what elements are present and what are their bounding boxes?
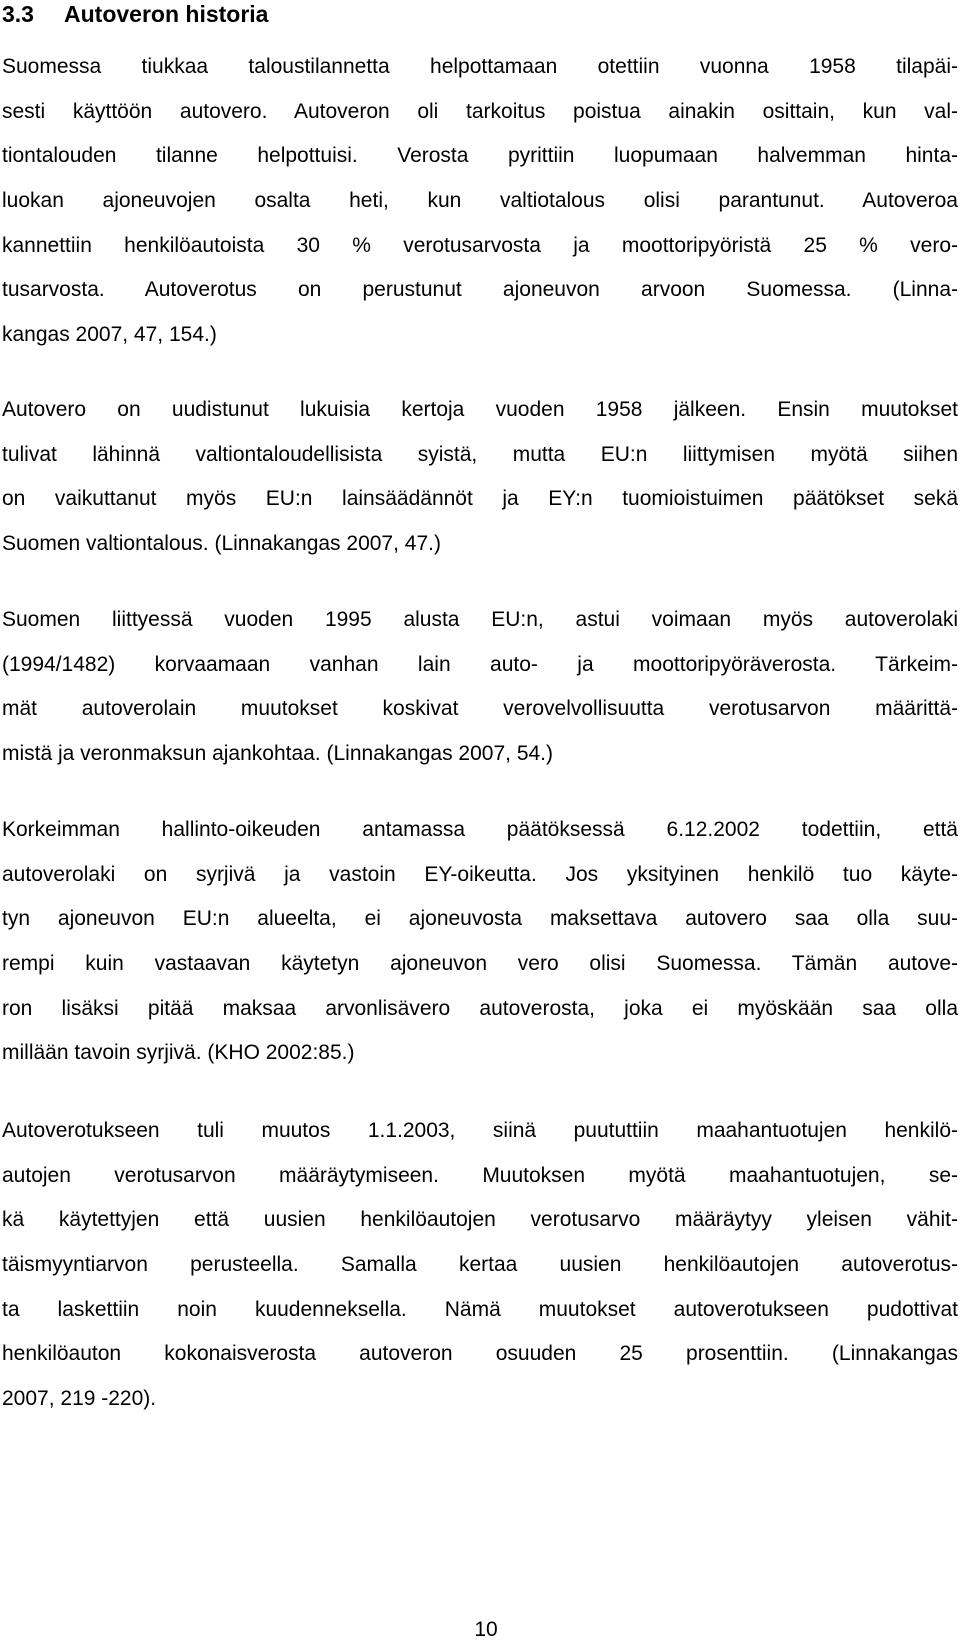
text-line: on vaikuttanut myös EU:n lainsäädännöt ja EY:n tuomioistuimen päätökset sekä: [2, 487, 958, 511]
section-number: 3.3: [2, 1, 34, 27]
text-line: rempi kuin vastaavan käytetyn ajoneuvon vero olisi Suomessa. Tämän autove-: [2, 952, 958, 976]
text-line: henkilöauton kokonaisverosta autoveron osuuden 25 prosenttiin. (Linnakangas: [2, 1342, 958, 1366]
text-line: tyn ajoneuvon EU:n alueelta, ei ajoneuvosta maksettava autovero saa olla suu-: [2, 907, 958, 931]
text-line: täismyyntiarvon perusteella. Samalla kertaa uusien henkilöautojen autoverotus-: [2, 1253, 958, 1277]
text-line: (1994/1482) korvaamaan vanhan lain auto- ja moottoripyöräverosta. Tärkeim-: [2, 652, 958, 676]
text-line: autojen verotusarvon määräytymiseen. Muutoksen myötä maahantuotujen, se-: [2, 1163, 958, 1187]
text-line: tulivat lähinnä valtiontaloudellisista syistä, mutta EU:n liittymisen myötä siihen: [2, 442, 958, 466]
section-title: Autoveron historia: [64, 1, 269, 27]
paragraph-1: [2, 45, 958, 358]
text-line: Suomen liittyessä vuoden 1995 alusta EU:n, astui voimaan myös autoverolaki: [2, 608, 958, 631]
text-line: luokan ajoneuvojen osalta heti, kun valtiotalous olisi parantunut. Autoveroa: [2, 189, 958, 213]
text-line: mät autoverolain muutokset koskivat verovelvollisuutta verotusarvon määrittä-: [2, 697, 958, 721]
text-line: Autovero on uudistunut lukuisia kertoja vuoden 1958 jälkeen. Ensin muutokset: [2, 398, 958, 421]
paragraph-2: [2, 388, 958, 567]
paragraph-5: [2, 1109, 958, 1422]
text-line: Suomessa tiukkaa taloustilannetta helpottamaan otettiin vuonna 1958 tilapäi-: [2, 55, 958, 78]
text-line: autoverolaki on syrjivä ja vastoin EY-oikeutta. Jos yksityinen henkilö tuo käyte-: [2, 862, 958, 886]
text-line: kangas 2007, 47, 154.): [2, 323, 217, 347]
text-line: kä käytettyjen että uusien henkilöautojen verotusarvo määräytyy yleisen vähit-: [2, 1208, 958, 1232]
page-number: 10: [474, 1618, 498, 1641]
text-line: Autoverotukseen tuli muutos 1.1.2003, siinä puututtiin maahantuotujen henkilö-: [2, 1119, 958, 1142]
text-line: ta laskettiin noin kuudenneksella. Nämä muutokset autoverotukseen pudottivat: [2, 1297, 958, 1321]
paragraph-4: [2, 808, 958, 1076]
text-line: 2007, 219 -220).: [2, 1387, 157, 1411]
text-line: mistä ja veronmaksun ajankohtaa. (Linnakangas 2007, 54.): [2, 742, 554, 766]
text-line: Korkeimman hallinto-oikeuden antamassa päätöksessä 6.12.2002 todettiin, että: [2, 818, 958, 841]
text-line: Suomen valtiontalous. (Linnakangas 2007, 47.): [2, 532, 441, 556]
text-line: tiontalouden tilanne helpottuisi. Verosta pyrittiin luopumaan halvemman hinta-: [2, 144, 958, 168]
text-line: tusarvosta. Autoverotus on perustunut ajoneuvon arvoon Suomessa. (Linna-: [2, 278, 958, 302]
paragraph-3: [2, 598, 958, 777]
text-line: sesti käyttöön autovero. Autoveron oli tarkoitus poistua ainakin osittain, kun val-: [2, 99, 958, 123]
text-line: millään tavoin syrjivä. (KHO 2002:85.): [2, 1041, 355, 1065]
text-line: kannettiin henkilöautoista 30 % verotusarvosta ja moottoripyöristä 25 % vero-: [2, 233, 958, 257]
section-heading: [2, 0, 268, 28]
text-line: ron lisäksi pitää maksaa arvonlisävero autoverosta, joka ei myöskään saa olla: [2, 996, 958, 1020]
